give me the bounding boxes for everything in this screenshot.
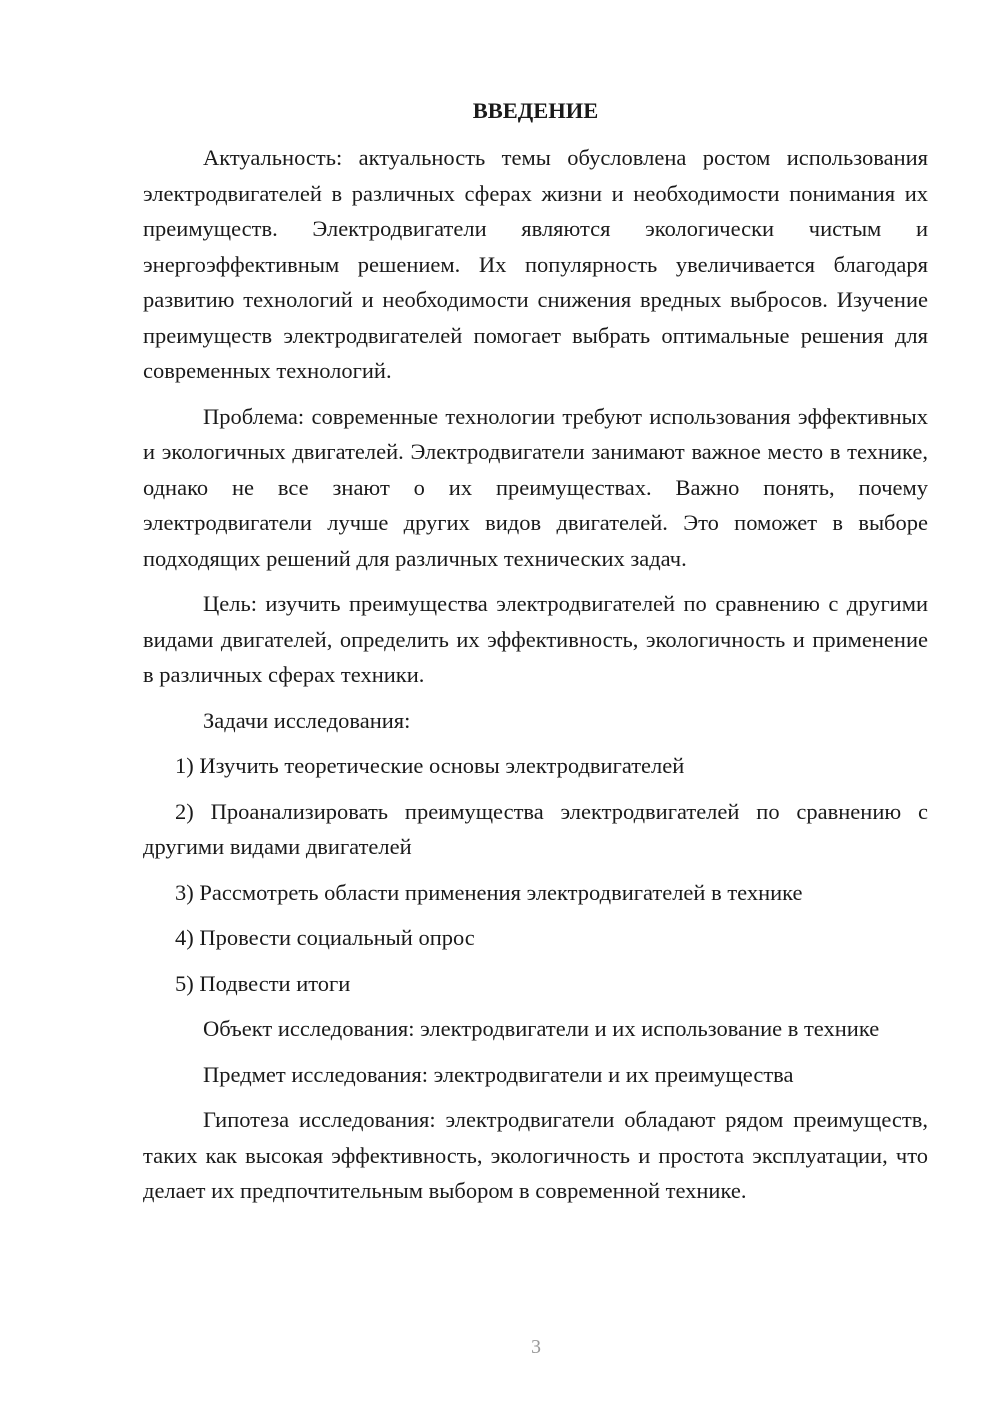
list-item: 4) Провести социальный опрос xyxy=(175,925,475,950)
list-item: 2) Проанализировать преимущества электродвигателей по сравнению с другими видами двигателей xyxy=(143,798,928,859)
list-item: 5) Подвести итоги xyxy=(175,970,351,996)
paragraph-problem: Проблема: современные технологии требуют использования эффективных и экологичных двигателей. Электродвигатели занимают важное место в технике, однако не все знают о их преимуществах. Важно понять, почему электродвигатели лучше других видов двигателей. Это поможет в выборе подходящих решений для различных технических задач. xyxy=(143,403,928,571)
paragraph-subject: Предмет исследования: электродвигатели и их преимущества xyxy=(203,1061,794,1087)
paragraph-object: Объект исследования: электродвигатели и их использование в технике xyxy=(203,1016,880,1041)
document-body xyxy=(143,140,928,1209)
paragraph-relevance: Актуальность: актуальность темы обусловлена ростом использования электродвигателей в различных сферах жизни и необходимости понимания их преимуществ. Электродвигатели являются экологически чистым и энергоэффективным решением. Их популярность увеличивается благодаря развитию технологий и необходимости снижения вредных выбросов. Изучение преимуществ электродвигателей помогает выбрать оптимальные решения для современных технологий. xyxy=(143,145,928,383)
list-item: 1) Изучить теоретические основы электродвигателей xyxy=(175,753,685,778)
task-list xyxy=(143,748,928,1001)
paragraph-hypothesis: Гипотеза исследования: электродвигатели обладают рядом преимуществ, таких как высокая эффективность, экологичность и простота эксплуатации, что делает их предпочтительным выбором в современной технике. xyxy=(143,1107,928,1203)
page-title: ВВЕДЕНИЕ xyxy=(472,98,599,123)
paragraph-tasks-heading: Задачи исследования: xyxy=(203,707,411,733)
list-item: 3) Рассмотреть области применения электродвигателей в технике xyxy=(175,879,803,905)
page-number: 3 xyxy=(531,1336,541,1358)
paragraph-goal: Цель: изучить преимущества электродвигателей по сравнению с другими видами двигателей, определить их эффективность, экологичность и применение в различных сферах техники. xyxy=(143,591,928,687)
